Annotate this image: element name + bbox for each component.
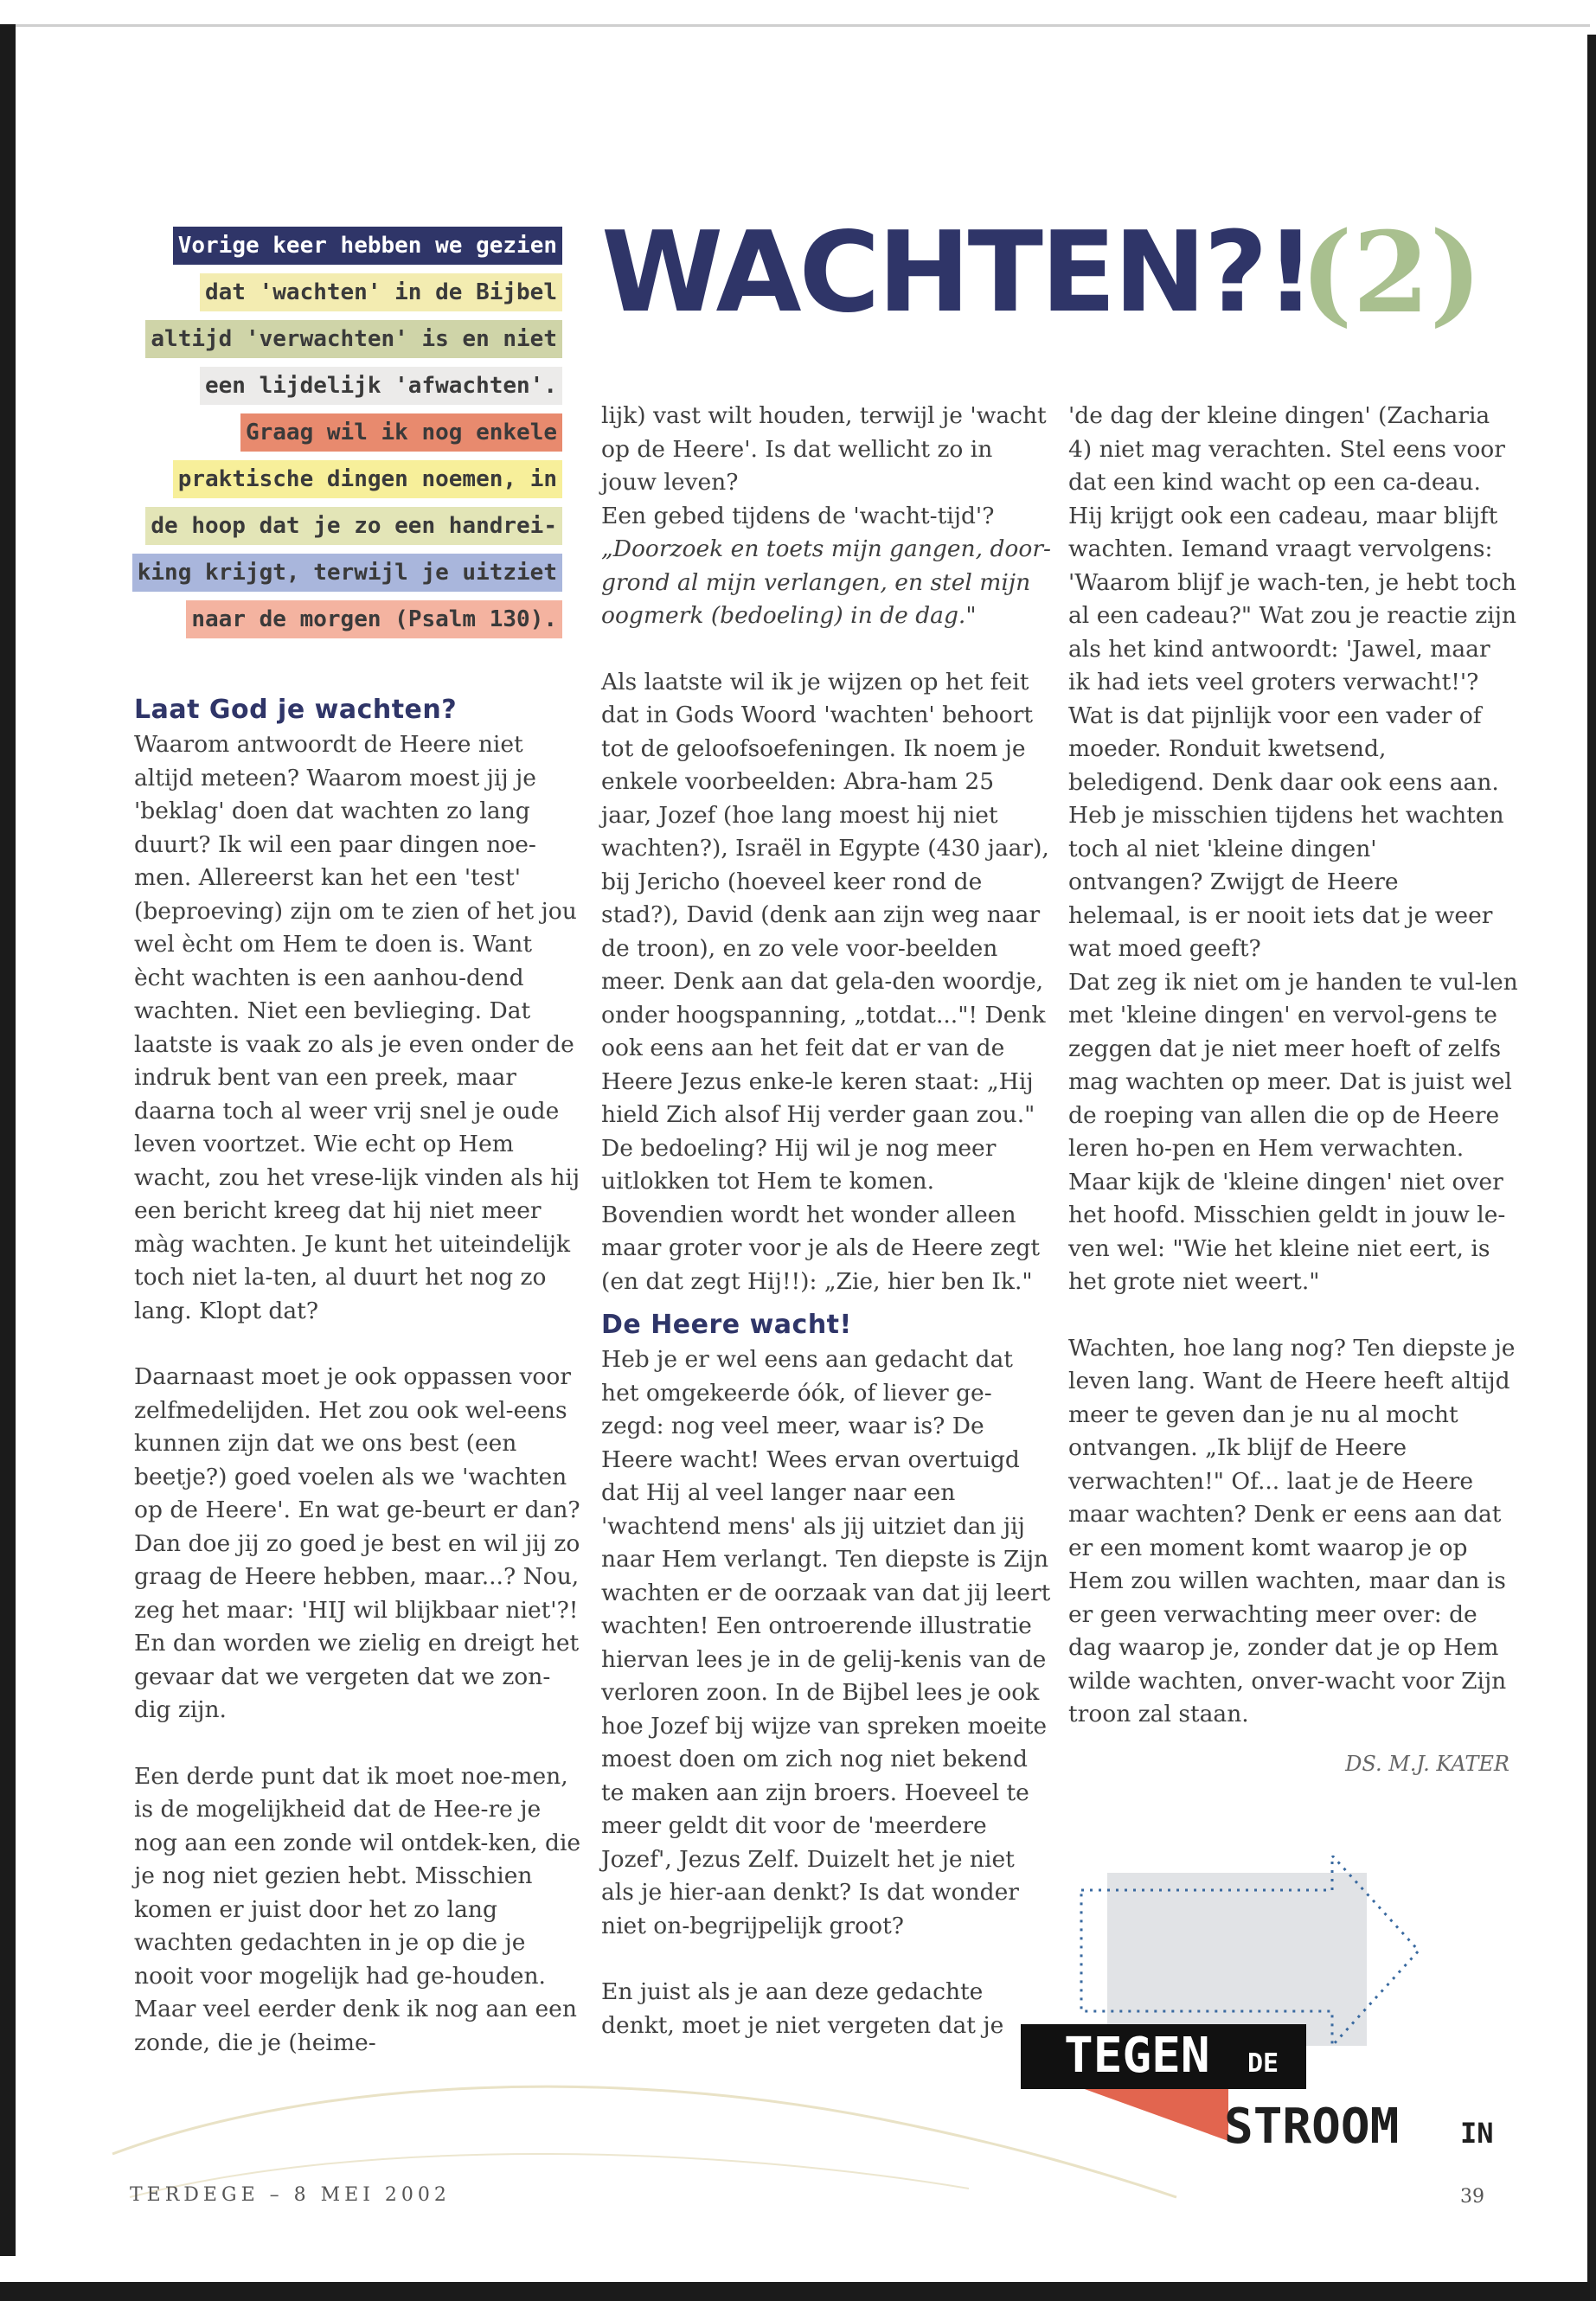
scan-border-bottom	[0, 2282, 1596, 2301]
article-headline	[601, 204, 1579, 343]
column-1	[134, 692, 584, 2060]
intro-line	[130, 320, 562, 358]
section-heading-heere-wacht: De Heere wacht!	[601, 1310, 852, 1340]
scan-border-left	[0, 24, 16, 2256]
col1-paragraph-2: Daarnaast moet je ook oppassen voor zelfmedelijden. Het zou ook wel-eens kunnen zijn dat we ons best (een beetje?) goed voelen als we 'wachten op de Heere'. En wat ge-beurt er dan? Dan doe jij zo goed je best en wil jij zo graag de Heere hebben, maar...? Nou, zeg het maar: 'HIJ wil blijkbaar niet'?! En dan worden we zielig en dreigt het gevaar dat we vergeten dat we zon-dig zijn.	[134, 1363, 580, 1723]
col1-paragraph-3: Een derde punt dat ik moet noe-men, is de mogelijkheid dat de Hee-re je nog aan een zonde wil ontdek-ken, die je nog niet gezien hebt. Misschien komen er juist door het zo lang wachten gedachten in je op die je nooit voor mogelijk had ge-houden. Maar veel eerder denk ik nog aan een zonde, die je (heime-	[134, 1762, 581, 2056]
logo-word-tegen: TEGEN	[1064, 2028, 1210, 2084]
page-number: 39	[1460, 2186, 1484, 2208]
intro-line	[130, 460, 562, 498]
footer-publication: TERDEGE – 8 MEI 2002	[130, 2184, 451, 2206]
intro-line-text: een lijdelijk 'afwachten'.	[200, 367, 562, 405]
col1-paragraph-1: Waarom antwoordt de Heere niet altijd meteen? Waarom moest jij je 'beklag' doen dat wachten zo lang duurt? Ik wil een paar dingen noe-men. Allereerst kan het een 'test' (beproeving) zijn om te zien of het jou wel ècht om Hem te doen is. Want ècht wachten is een aanhou-dend wachten. Niet een bevlieging. Dat laatste is vaak zo als je even onder de indruk bent van een preek, maar daarna toch al weer vrij snel je oude leven voortzet. Wie echt op Hem wacht, zou het vrese-lijk vinden als hij een bericht kreeg dat hij niet meer màg wachten. Je kunt het uiteindelijk toch niet la-ten, al duurt het nog zo lang. Klopt dat?	[134, 731, 580, 1324]
intro-line-text: praktische dingen noemen, in	[173, 460, 562, 498]
intro-line-text: Graag wil ik nog enkele	[240, 413, 562, 452]
intro-line	[130, 273, 562, 311]
headline-part-number: (2)	[1300, 208, 1483, 338]
col3-paragraph-3: Wachten, hoe lang nog? Ten diepste je leven lang. Want de Heere heeft altijd meer te geven dan je nu al mocht ontvangen. „Ik blijf de Heere verwachten!" Of... laat je de Heere maar wachten? Denk er eens aan dat er een moment komt waarop je op Hem zou willen wachten, maar dan is er geen verwachting meer over: de dag waarop je, zonder dat je op Hem wilde wachten, onver-wacht voor Zijn troon zal staan.	[1068, 1334, 1516, 1727]
intro-line	[130, 600, 562, 638]
col2-paragraph-4: Als laatste wil ik je wijzen op het feit dat in Gods Woord 'wachten' behoort tot de geloofsoefeningen. Ik noem je enkele voorbeelden: Abra-ham 25 jaar, Jozef (hoe lang moest hij niet wachten?), Israël in Egypte (430 jaar), bij Jericho (hoeveel keer rond de stad?), David (denk aan zijn weg naar de troon), en zo vele voor-beelden meer. Denk aan dat gela-den woordje, onder hoogspanning, „totdat..."! Denk ook eens aan het feit dat er van de Heere Jezus enke-le keren staat: „Hij hield Zich alsof Hij verder gaan zou." De bedoeling? Hij wil je nog meer uitlokken tot Hem te komen. Bovendien wordt het wonder alleen maar groter voor je als de Heere zegt (en dat zegt Hij!!): „Zie, hier ben Ik."	[601, 668, 1049, 1295]
logo-word-stroom: STROOM	[1224, 2099, 1400, 2155]
intro-line	[130, 507, 562, 545]
logo-word-in: IN	[1460, 2117, 1494, 2150]
col3-paragraph-2: Dat zeg ik niet om je handen te vul-len met 'kleine dingen' en vervol-gens te zeggen dat je niet meer hoeft of zelfs mag wachten op meer. Dat is juist wel de roeping van allen die op de Heere leren ho-pen en Hem verwachten. Maar kijk de 'kleine dingen' niet over het hoofd. Misschien geldt in jouw le-ven wel: "Wie het kleine niet eert, is het grote niet weert."	[1068, 968, 1518, 1295]
intro-line	[130, 413, 562, 452]
section-heading-laat-god: Laat God je wachten?	[134, 695, 458, 725]
top-rule	[16, 24, 1590, 27]
scan-border-right	[1587, 35, 1596, 2284]
intro-line-text: dat 'wachten' in de Bijbel	[200, 273, 562, 311]
col3-paragraph-1: 'de dag der kleine dingen' (Zacharia 4) niet mag verachten. Stel eens voor dat een kind wacht op een ca-deau. Hij krijgt ook een cadeau, maar blijft wachten. Iemand vraagt vervolgens: 'Waarom blijf je wach-ten, je hebt toch al een cadeau?" Wat zou je reactie zijn als het kind antwoordt: 'Jawel, maar ik had iets veel groters verwacht!'? Wat is dat pijnlijk voor een vader of moeder. Ronduit kwetsend, beledigend. Denk daar ook eens aan. Heb je misschien tijdens het wachten toch al niet 'kleine dingen' ontvangen? Zwijgt de Heere helemaal, is er nooit iets dat je weer wat moed geeft?	[1068, 402, 1517, 962]
col2-paragraph-5: Heb je er wel eens aan gedacht dat het omgekeerde óók, of liever ge-zegd: nog veel meer, waar is? De Heere wacht! Wees ervan overtuigd dat Hij al veel langer naar een 'wachtend mens' als jij uitziet dan jij naar Hem verlangt. Ten diepste is Zijn wachten er de oorzaak van dat jij leert wachten! Een ontroerende illustratie hiervan lees je in de gelij-kenis van de verloren zoon. In de Bijbel lees je ook hoe Jozef bij wijze van spreken moeite moest doen om zich nog niet bekend te maken aan zijn broers. Hoeveel te meer geldt dit voor de 'meerdere Jozef', Jezus Zelf. Duizelt het je niet als je hier-aan denkt? Is dat wonder niet on-begrijpelijk groot?	[601, 1346, 1051, 1939]
intro-line	[130, 554, 562, 592]
intro-line	[130, 227, 562, 265]
col2-paragraph-1: lijk) vast wilt houden, terwijl je 'wacht op de Heere'. Is dat wellicht zo in jouw leven?	[601, 402, 1047, 496]
col2-prayer-quote: „Doorzoek en toets mijn gangen, door-grond al mijn verlangen, en stel mijn oogmerk (bedoeling) in de dag."	[601, 535, 1051, 629]
logo-word-de: DE	[1247, 2048, 1279, 2079]
column-2	[601, 400, 1051, 2042]
col2-paragraph-6: En juist als je aan deze gedachte denkt, moet je niet vergeten dat je	[601, 1978, 1004, 2039]
intro-line-text: Vorige keer hebben we gezien	[173, 227, 562, 265]
intro-line-text: naar de morgen (Psalm 130).	[186, 600, 562, 638]
headline-title: WACHTEN?!	[601, 208, 1314, 337]
intro-line-text: altijd 'verwachten' is en niet	[145, 320, 562, 358]
intro-line	[130, 367, 562, 405]
intro-line-text: de hoop dat je zo een handrei-	[145, 507, 562, 545]
logo-photo-patch	[1107, 1873, 1367, 2046]
author-signature: DS. M.J. KATER	[1345, 1751, 1509, 1776]
intro-line-text: king krijgt, terwijl je uitziet	[132, 554, 562, 592]
intro-lead	[130, 227, 562, 647]
column-3	[1068, 400, 1518, 1780]
page-top-margin	[0, 0, 1596, 12]
col2-paragraph-2: Een gebed tijdens de 'wacht-tijd'?	[601, 502, 995, 529]
tegen-de-stroom-in-logo	[1003, 1856, 1522, 2158]
